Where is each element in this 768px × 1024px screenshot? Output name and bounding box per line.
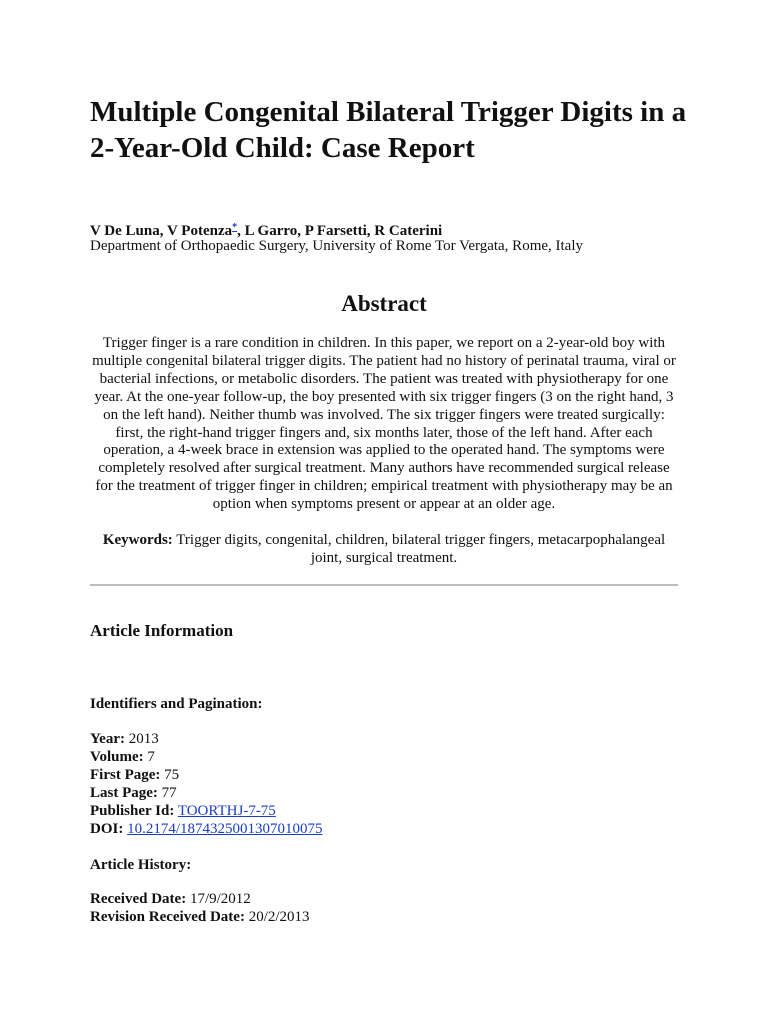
article-information-heading: Article Information xyxy=(90,621,234,640)
authors-text-rest: , L Garro, P Farsetti, R Caterini xyxy=(237,223,443,239)
article-title: Multiple Congenital Bilateral Trigger Digits in a 2-Year-Old Child: Case Report xyxy=(90,96,687,164)
first-page-label: First Page: xyxy=(90,766,161,783)
keywords-label: Keywords: xyxy=(102,532,173,548)
received-value: 17/9/2012 xyxy=(189,891,251,907)
identifiers-heading: Identifiers and Pagination: xyxy=(90,696,263,712)
keywords-text: Trigger digits, congenital, children, bilateral trigger fingers, metacarpophalangeal joint, surgical treatment. xyxy=(176,532,666,566)
affiliation: Department of Orthopaedic Surgery, University of Rome Tor Vergata, Rome, Italy xyxy=(90,238,584,254)
last-page-value: 77 xyxy=(161,784,177,801)
info-row-doi xyxy=(90,821,323,839)
corresponding-author-link[interactable]: * xyxy=(232,222,238,233)
keywords xyxy=(90,531,678,567)
volume-value: 7 xyxy=(147,748,155,765)
doi-link[interactable]: 10.2174/1874325001307010075 xyxy=(127,820,323,837)
identifiers-list xyxy=(90,731,323,838)
revision-value: 20/2/2013 xyxy=(248,908,310,925)
info-row-year xyxy=(90,731,323,749)
publisher-id-link[interactable]: TOORTHJ-7-75 xyxy=(177,802,276,819)
doi-label: DOI: xyxy=(90,820,124,837)
authors-text: V De Luna, V Potenza xyxy=(90,223,233,239)
history-list xyxy=(90,891,310,927)
abstract-heading: Abstract xyxy=(341,291,427,316)
info-row-first-page xyxy=(90,767,323,785)
revision-label: Revision Received Date: xyxy=(90,908,245,925)
info-row-volume xyxy=(90,749,323,767)
info-row-received xyxy=(90,891,310,909)
volume-label: Volume: xyxy=(90,748,144,765)
info-row-revision xyxy=(90,909,310,927)
info-row-last-page xyxy=(90,785,323,803)
article-history-heading: Article History: xyxy=(90,857,192,873)
year-value: 2013 xyxy=(128,731,159,747)
year-label: Year: xyxy=(90,731,125,747)
first-page-value: 75 xyxy=(164,766,180,783)
abstract-text: Trigger finger is a rare condition in children. In this paper, we report on a 2-year-old boy with multiple congenital bilateral trigger digits. The patient had no history of perinatal trauma, viral or bacterial infections, or metabolic disorders. The patient was treated with physiotherapy for one year. At the one-year follow-up, the boy presented with six trigger fingers (3 on the right hand, 3 on the left hand). Neither thumb was involved. The six trigger fingers were treated surgically: first, the right-hand trigger fingers and, six months later, those of the left hand. After each operation, a 4-week brace in extension was applied to the operated hand. The symptoms were completely resolved after surgical treatment. Many authors have recommended surgical release for the treatment of trigger finger in children; empirical treatment with physiotherapy may be an option when symptoms present or appear at an older age. xyxy=(92,335,676,513)
last-page-label: Last Page: xyxy=(90,784,158,801)
section-divider xyxy=(90,584,678,586)
info-row-publisher-id xyxy=(90,803,323,821)
publisher-id-label: Publisher Id: xyxy=(90,802,175,819)
received-label: Received Date: xyxy=(90,891,187,907)
